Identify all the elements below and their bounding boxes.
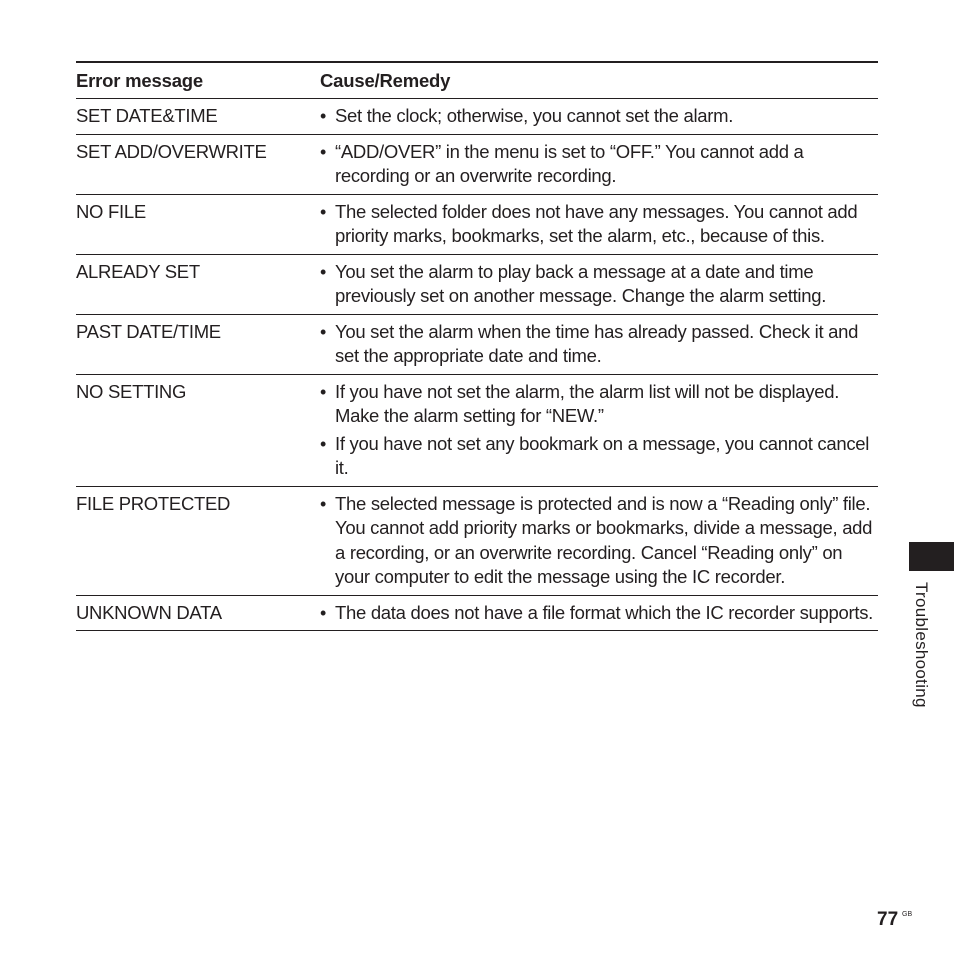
remedy-text: Set the clock; otherwise, you cannot set the alarm. bbox=[335, 105, 734, 126]
error-message-table bbox=[76, 61, 878, 631]
remedy-item bbox=[320, 260, 878, 309]
bullet-icon: • bbox=[320, 201, 327, 222]
error-message-cell: PAST DATE/TIME bbox=[76, 320, 221, 342]
page-number: 77 bbox=[877, 909, 899, 930]
section-tab-marker bbox=[909, 542, 954, 571]
cause-remedy-cell bbox=[320, 492, 878, 590]
remedy-item bbox=[320, 601, 878, 626]
remedy-item bbox=[320, 200, 878, 249]
table-row bbox=[76, 99, 878, 135]
bullet-icon: • bbox=[320, 106, 327, 126]
cause-remedy-cell bbox=[320, 260, 878, 309]
remedy-text: If you have not set any bookmark on a message, you cannot cancel it. bbox=[335, 432, 870, 478]
remedy-text: The data does not have a file format which the IC recorder supports. bbox=[335, 601, 873, 623]
remedy-item bbox=[320, 320, 878, 369]
bullet-icon: • bbox=[320, 602, 327, 623]
table-row bbox=[76, 487, 878, 596]
page-suffix: GB bbox=[902, 911, 913, 918]
remedy-item bbox=[320, 104, 878, 129]
remedy-text: You set the alarm when the time has already passed. Check it and set the appropriate date and time. bbox=[335, 320, 859, 366]
cause-remedy-cell bbox=[320, 320, 878, 369]
remedy-text: The selected message is protected and is now a “Reading only” file. You cannot add priority marks or bookmarks, divide a message, add a recording, or an overwrite recording. Cancel “Reading only” on your computer to edit the message using the IC recorder. bbox=[335, 492, 873, 587]
cause-remedy-cell bbox=[320, 200, 878, 249]
error-message-cell: ALREADY SET bbox=[76, 260, 200, 282]
error-message-cell: SET ADD/OVERWRITE bbox=[76, 140, 267, 162]
bullet-icon: • bbox=[320, 381, 327, 402]
bullet-icon: • bbox=[320, 261, 327, 282]
bullet-icon: • bbox=[320, 433, 327, 454]
bullet-icon: • bbox=[320, 141, 327, 162]
remedy-text: The selected folder does not have any messages. You cannot add priority marks, bookmarks, set the alarm, etc., because of this. bbox=[335, 200, 858, 246]
header-cause-remedy: Cause/Remedy bbox=[320, 70, 451, 91]
remedy-text: If you have not set the alarm, the alarm list will not be displayed. Make the alarm setting for “NEW.” bbox=[335, 380, 840, 426]
remedy-text: You set the alarm to play back a message at a date and time previously set on another message. Change the alarm setting. bbox=[335, 260, 827, 306]
table-body bbox=[76, 99, 878, 631]
table-header-row bbox=[76, 63, 878, 99]
remedy-item bbox=[320, 380, 878, 429]
cause-remedy-cell bbox=[320, 140, 878, 189]
section-tab-label: Troubleshooting bbox=[912, 582, 931, 708]
remedy-item bbox=[320, 492, 878, 590]
cause-remedy-cell bbox=[320, 601, 878, 626]
remedy-text: “ADD/OVER” in the menu is set to “OFF.” You cannot add a recording or an overwrite recording. bbox=[335, 140, 804, 186]
remedy-item bbox=[320, 432, 878, 481]
table-row bbox=[76, 255, 878, 315]
cause-remedy-cell bbox=[320, 104, 878, 129]
error-message-cell: NO FILE bbox=[76, 200, 146, 222]
cause-remedy-cell bbox=[320, 380, 878, 481]
error-message-cell: SET DATE&TIME bbox=[76, 105, 218, 126]
table-row bbox=[76, 375, 878, 487]
header-error-message: Error message bbox=[76, 70, 203, 91]
bullet-icon: • bbox=[320, 493, 327, 514]
table-row bbox=[76, 195, 878, 255]
error-message-cell: UNKNOWN DATA bbox=[76, 601, 222, 623]
error-message-cell: NO SETTING bbox=[76, 380, 187, 402]
remedy-item bbox=[320, 140, 878, 189]
bullet-icon: • bbox=[320, 321, 327, 342]
table-row bbox=[76, 596, 878, 632]
table-row bbox=[76, 135, 878, 195]
error-message-cell: FILE PROTECTED bbox=[76, 492, 231, 514]
table-row bbox=[76, 315, 878, 375]
